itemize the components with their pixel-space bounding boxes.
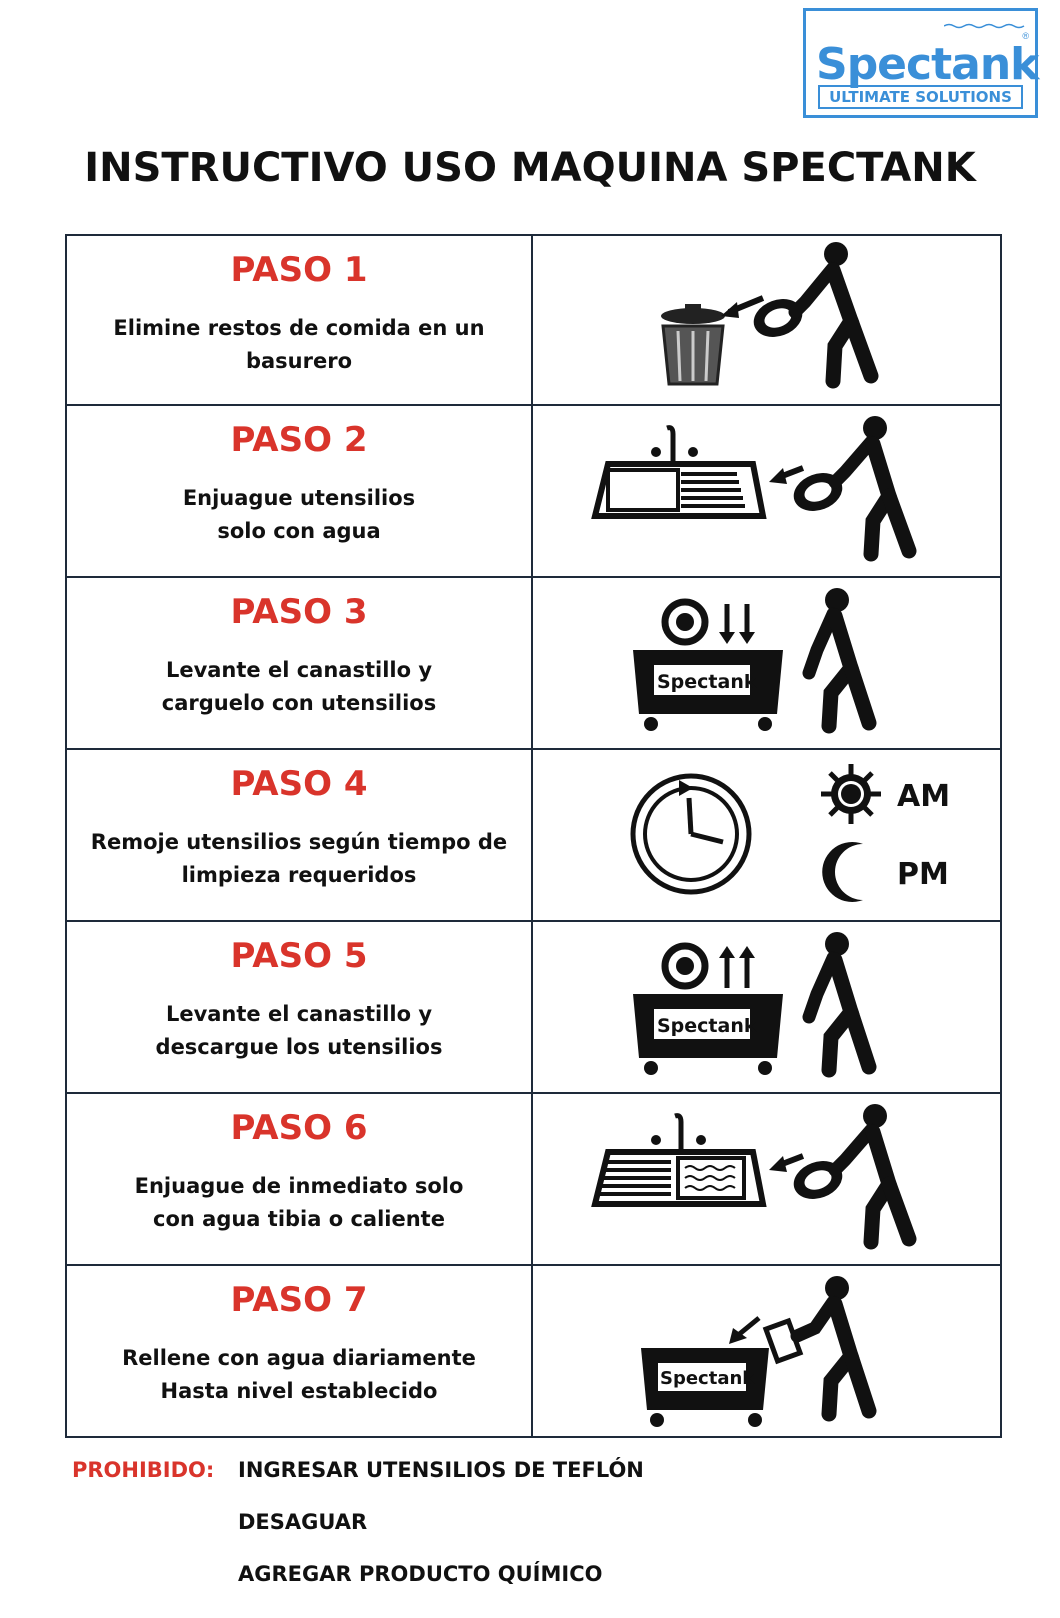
trash-person-icon — [533, 236, 1002, 406]
step-row — [65, 406, 1002, 578]
am-label: AM — [897, 779, 951, 814]
prohibited-item: DESAGUAR — [238, 1510, 368, 1534]
spectank-refill-icon — [533, 1266, 1002, 1436]
spectank-unload-icon — [533, 922, 1002, 1092]
step-text-cell — [67, 1094, 533, 1264]
svg-text:Spectank: Spectank — [657, 1015, 757, 1037]
page-title: INSTRUCTIVO USO MAQUINA SPECTANK — [84, 145, 976, 191]
step-description: Rellene con agua diariamente Hasta nivel establecido — [122, 1346, 476, 1403]
prohibited-label: PROHIBIDO: — [72, 1458, 215, 1482]
step-icon-cell — [533, 922, 1000, 1092]
step-description: Levante el canastillo y descargue los utensilios — [155, 1002, 443, 1059]
prohibited-item: INGRESAR UTENSILIOS DE TEFLÓN — [238, 1458, 644, 1482]
step-icon-cell — [533, 750, 1000, 920]
step-description: Enjuague utensilios solo con agua — [182, 486, 416, 543]
step-title: PASO 2 — [230, 420, 368, 460]
steps-table — [65, 234, 1002, 1438]
step-title: PASO 7 — [230, 1280, 368, 1320]
wave-icon — [944, 23, 1026, 29]
step-row — [65, 578, 1002, 750]
sink-water-person-icon — [533, 1094, 1002, 1264]
svg-text:Spectank: Spectank — [657, 671, 757, 693]
logo-tagline: ULTIMATE SOLUTIONS — [818, 85, 1023, 109]
step-icon-cell — [533, 578, 1000, 748]
step-text-cell — [67, 406, 533, 576]
logo-brand: Spectank — [816, 39, 1039, 90]
step-description: Levante el canastillo y carguelo con utensilios — [161, 658, 437, 715]
step-icon-cell — [533, 406, 1000, 576]
registered-mark: ® — [1022, 31, 1029, 41]
clock-sun-moon-icon — [533, 750, 1002, 920]
step-title: PASO 6 — [230, 1108, 368, 1148]
step-description: Elimine restos de comida en un basurero — [113, 316, 485, 373]
step-row — [65, 922, 1002, 1094]
step-description: Enjuague de inmediato solo con agua tibia o caliente — [134, 1174, 464, 1231]
step-title: PASO 1 — [230, 250, 368, 290]
step-row — [65, 750, 1002, 922]
step-text-cell — [67, 1266, 533, 1436]
pm-label: PM — [897, 857, 949, 892]
step-icon-cell — [533, 236, 1000, 404]
sink-person-icon — [533, 406, 1002, 576]
step-title: PASO 4 — [230, 764, 368, 804]
step-text-cell — [67, 750, 533, 920]
step-row — [65, 1266, 1002, 1438]
spectank-load-icon — [533, 578, 1002, 748]
step-text-cell — [67, 236, 533, 404]
step-title: PASO 3 — [230, 592, 368, 632]
step-icon-cell — [533, 1266, 1000, 1436]
step-row — [65, 1094, 1002, 1266]
prohibited-item: AGREGAR PRODUCTO QUÍMICO — [238, 1562, 603, 1586]
step-title: PASO 5 — [230, 936, 368, 976]
spectank-logo — [803, 8, 1038, 118]
step-description: Remoje utensilios según tiempo de limpieza requeridos — [90, 830, 508, 887]
svg-text:Spectank: Spectank — [660, 1368, 755, 1389]
step-icon-cell — [533, 1094, 1000, 1264]
step-text-cell — [67, 578, 533, 748]
step-row — [65, 234, 1002, 406]
step-text-cell — [67, 922, 533, 1092]
